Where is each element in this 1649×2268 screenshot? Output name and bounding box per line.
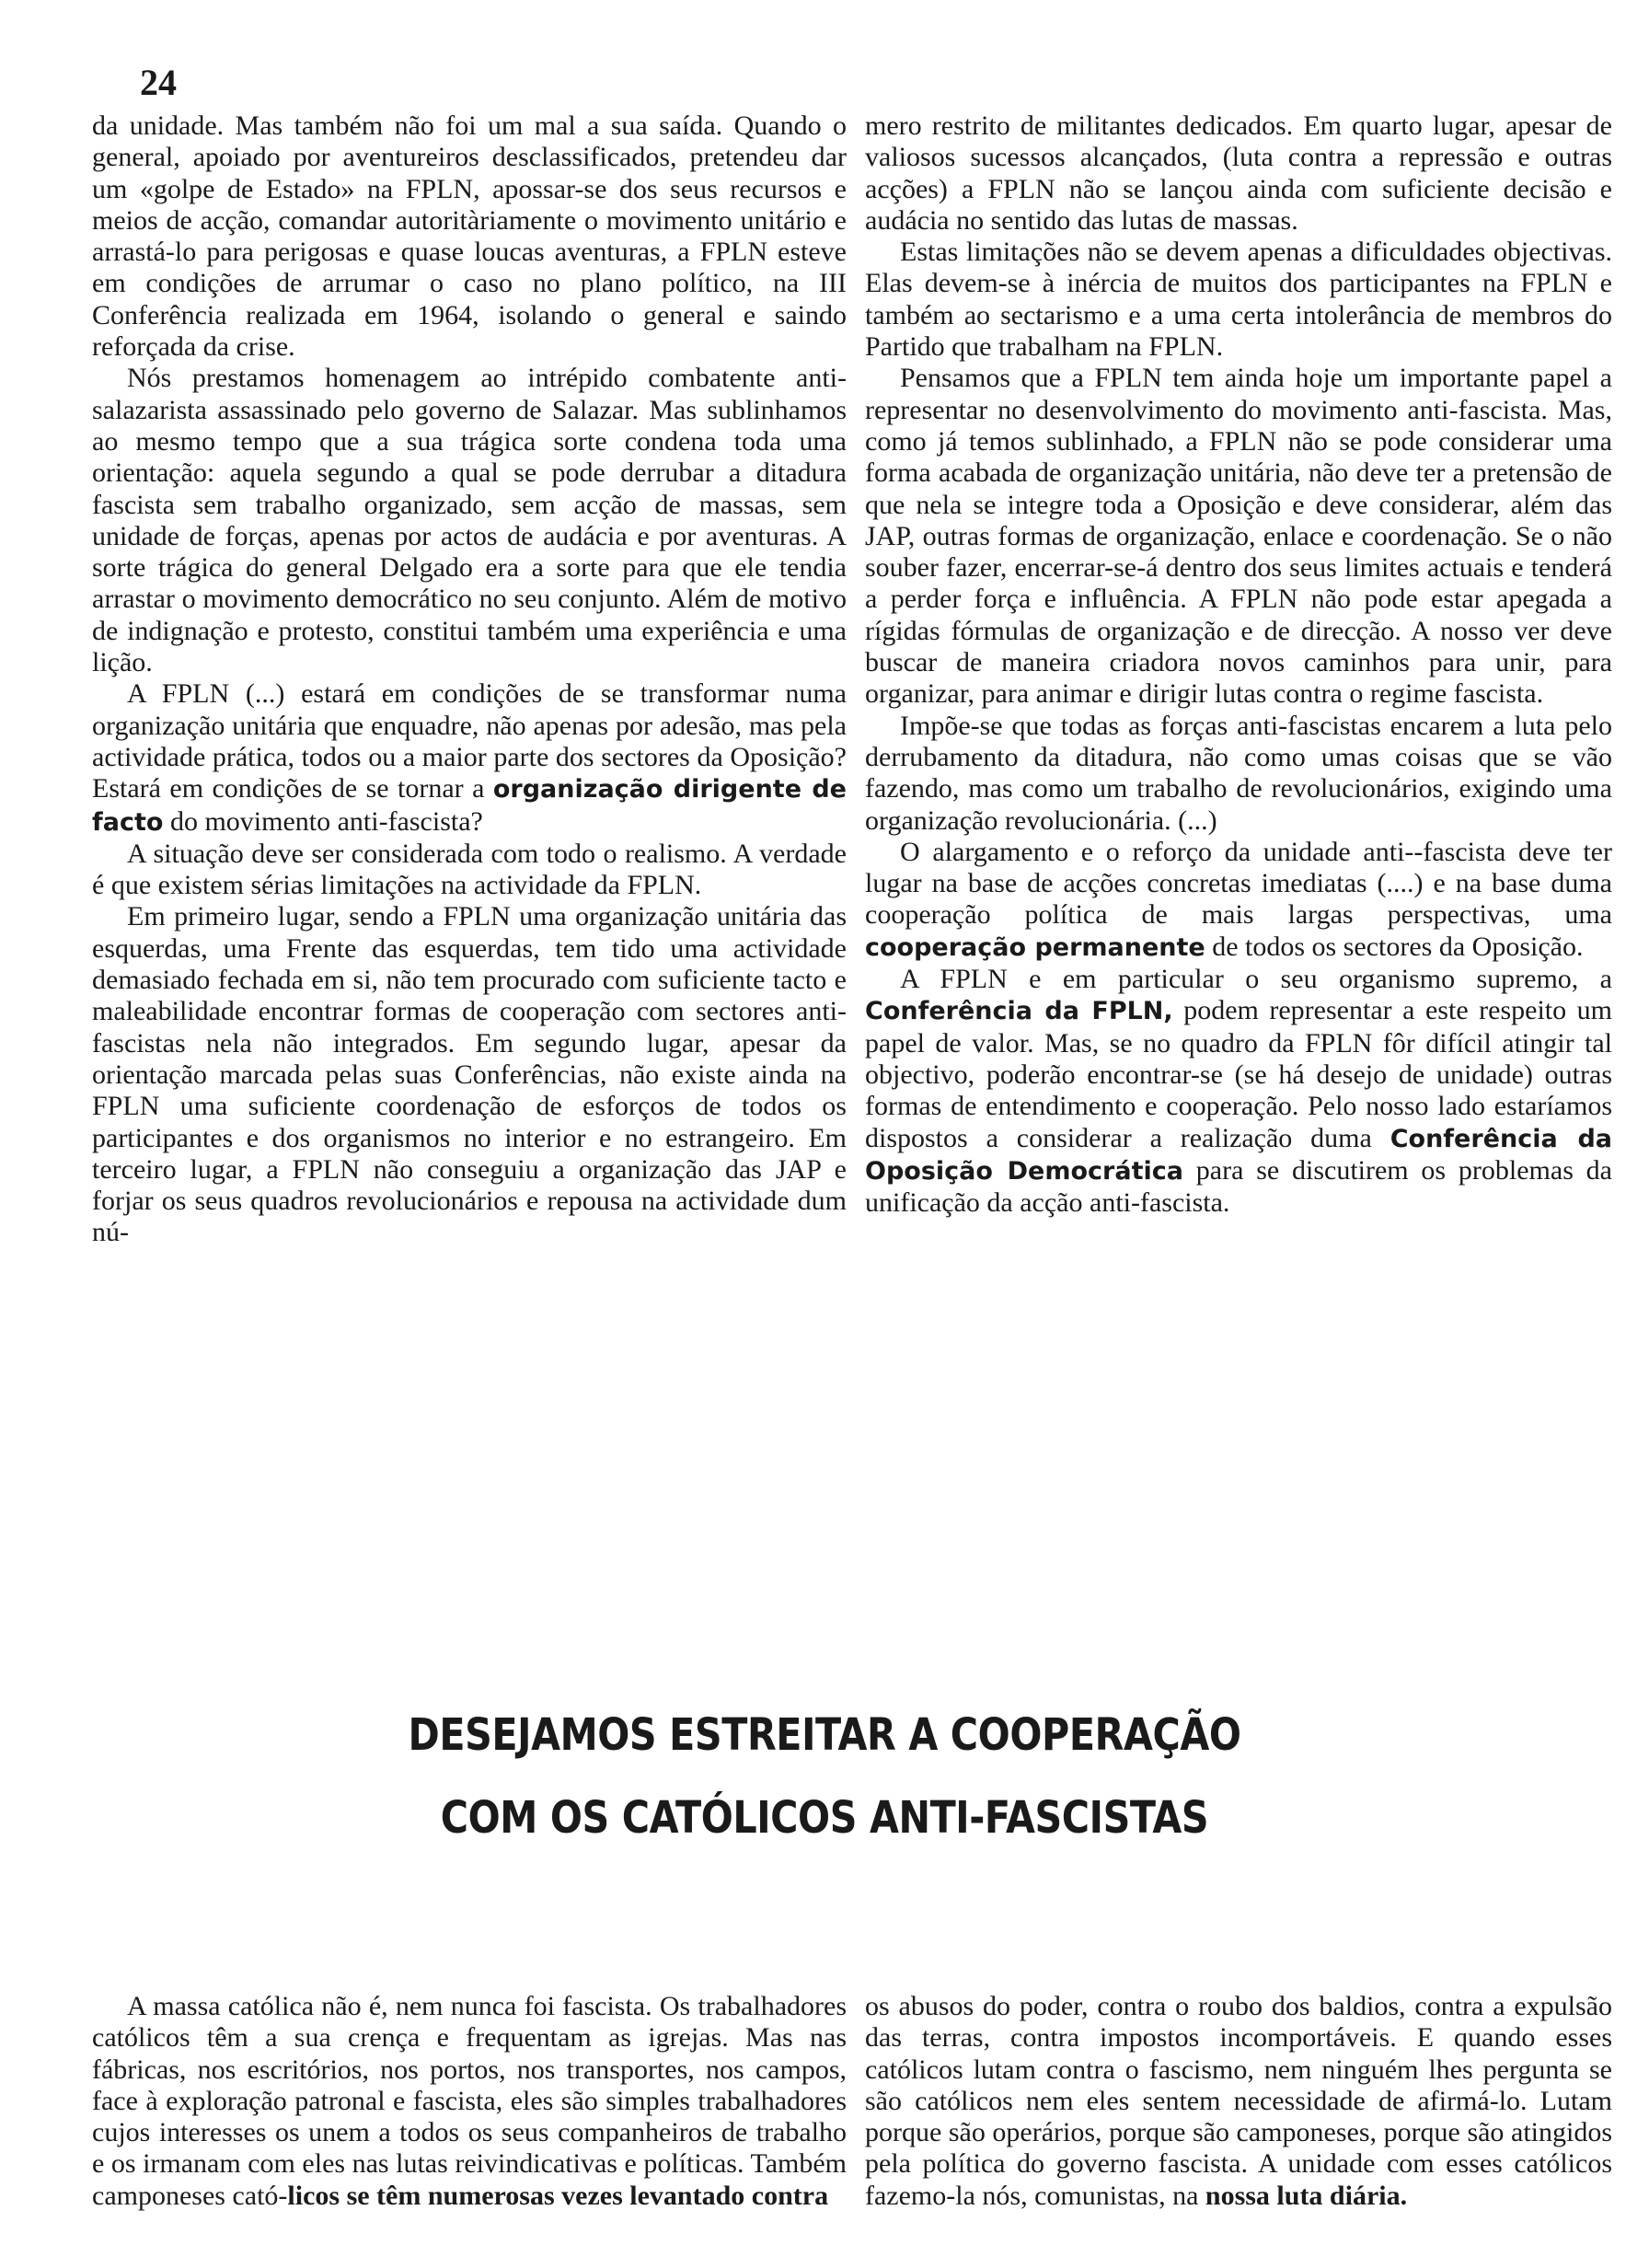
paragraph [865,1991,1612,2212]
paragraph [865,964,1612,1219]
emphasis-text: organização dirigente de facto [92,775,847,837]
paragraph [92,1991,847,2212]
paragraph [92,678,847,838]
paragraph-text: podem representar a este respeito um papel de valor. Mas, se no quadro da FPLN fôr difícil atingir tal objectivo, poderão encontrar-se (se há desejo de unidade) outras formas de entendimento e cooperação. Pelo nosso lado estaríamos dispostos a considerar a realização duma [865,995,1612,1153]
paragraph: A situação deve ser considerada com todo o realismo. A verdade é que existem sérias limitações na actividade da FPLN. [92,838,847,901]
page-number: 24 [140,62,177,103]
emphasis-text: cooperação permanente [865,932,1205,962]
paragraph: Pensamos que a FPLN tem ainda hoje um importante papel a representar no desenvolvimento do movimento anti-fascista. Mas, como já temos sublinhado, a FPLN não se pode considerar uma forma acabada de organização unitária, não deve ter a pretensão de que nela se integre toda a Oposição e deve considerar, além das JAP, outras formas de organização, enlace e coordenação. Se o não souber fazer, encerrar-se-á dentro dos seus limites actuais e tenderá a perder força e influência. A FPLN não pode estar apegada a rígidas fórmulas de organização e de direcção. A nosso ver deve buscar de maneira criadora novos caminhos para unir, para organizar, para animar e dirigir lutas contra o regime fascista. [865,363,1612,710]
paragraph: Impõe-se que todas as forças anti-fascistas encarem a luta pelo derrubamento da ditadura, não como umas coisas que se vão fazendo, mas como um trabalho de revolucionários, exigindo uma organização revolucionária. (...) [865,710,1612,836]
emphasis-text: licos se têm numerosas vezes levantado contra [287,2180,829,2211]
paragraph-text: A FPLN (...) estará em condições de se transformar numa organização unitária que enquadre, não apenas por adesão, mas pela actividade prática, todos ou a maior parte dos sectores da Oposição? Estará em condições de se tornar a [92,678,847,804]
paragraph: Estas limitações não se devem apenas a dificuldades objectivas. Elas devem-se à inércia de muitos dos participantes na FPLN e também ao sectarismo e a uma certa intolerância de membros do Partido que trabalham na FPLN. [865,237,1612,363]
section-heading-line1: DESEJAMOS ESTREITAR A COOPERAÇÃO [408,1709,1241,1761]
paragraph-text: A FPLN e em particular o seu organismo supremo, a [900,964,1612,995]
emphasis-text: Conferência da FPLN, [865,997,1173,1026]
emphasis-text: Conferência da Oposição Democrática [865,1124,1612,1186]
paragraph [865,837,1612,964]
paragraph-text: de todos os sectores da Oposição. [1205,931,1584,962]
paragraph-text: do movimento anti-fascista? [163,805,483,837]
section1-right-column [865,110,1612,1219]
paragraph-text: A massa católica não é, nem nunca foi fascista. Os trabalhadores católicos têm a sua crença e frequentam as igrejas. Mas nas fábricas, nos escritórios, nos portos, nos transportes, nos campos, face à exploração patronal e fascista, eles são simples trabalhadores cujos interesses os unem a todos os seus companheiros de trabalho e os irmanam com eles nas lutas reivindicativas e políticas. Também camponeses cató- [92,1991,847,2211]
emphasis-text: nossa luta diária. [1205,2180,1408,2211]
section1-left-column [92,110,847,1249]
paragraph-text: O alargamento e o reforço da unidade anti--fascista deve ter lugar na base de acções concretas imediatas (....) e na base duma cooperação política de mais largas perspectivas, uma [865,836,1612,931]
paragraph: mero restrito de militantes dedicados. Em quarto lugar, apesar de valiosos sucessos alcançados, (luta contra a repressão e outras acções) a FPLN não se lançou ainda com suficiente decisão e audácia no sentido das lutas de massas. [865,110,1612,236]
paragraph-text: os abusos do poder, contra o roubo dos baldios, contra a expulsão das terras, contra impostos incomportáveis. E quando esses católicos lutam contra o fascismo, nem ninguém lhes pergunta se são católicos nem eles sentem necessidade de afirmá-lo. Lutam porque são operários, porque são camponeses, porque são atingidos pela política do governo fascista. A unidade com esses católicos fazemo-la nós, comunistas, na [865,1991,1612,2211]
section-heading-line2: COM OS CATÓLICOS ANTI-FASCISTAS [440,1792,1209,1844]
section2-left-column [92,1991,847,2212]
paragraph: Em primeiro lugar, sendo a FPLN uma organização unitária das esquerdas, uma Frente das esquerdas, tem tido uma actividade demasiado fechada em si, não tem procurado com suficiente tacto e maleabilidade encontrar formas de cooperação com sectores anti-fascistas nela não integrados. Em segundo lugar, apesar da orientação marcada pelas suas Conferências, não existe ainda na FPLN uma suficiente coordenação de esforços de todos os participantes e dos organismos no interior e no estrangeiro. Em terceiro lugar, a FPLN não conseguiu a organização das JAP e forjar os seus quadros revolucionários e repousa na actividade dum nú- [92,901,847,1248]
section2-right-column [865,1991,1612,2212]
paragraph-text: para se discutirem os problemas da unificação da acção anti-fascista. [865,1154,1612,1219]
paragraph: Nós prestamos homenagem ao intrépido combatente anti-salazarista assassinado pelo governo de Salazar. Mas sublinhamos ao mesmo tempo que a sua trágica sorte condena toda uma orientação: aquela segundo a qual se pode derrubar a ditadura fascista sem trabalho organizado, sem acção de massas, sem unidade de forças, apenas por actos de audácia e por aventuras. A sorte trágica do general Delgado era a sorte para que ele tendia arrastar o movimento democrático no seu conjunto. Além de motivo de indignação e protesto, constitui também uma experiência e uma lição. [92,363,847,678]
paragraph: da unidade. Mas também não foi um mal a sua saída. Quando o general, apoiado por aventureiros desclassificados, pretendeu dar um «golpe de Estado» na FPLN, apossar-se dos seus recursos e meios de acção, comandar autoritàriamente o movimento unitário e arrastá-lo para perigosas e quase loucas aventuras, a FPLN esteve em condições de arrumar o caso no plano político, na III Conferência realizada em 1964, isolando o general e saindo reforçada da crise. [92,110,847,363]
